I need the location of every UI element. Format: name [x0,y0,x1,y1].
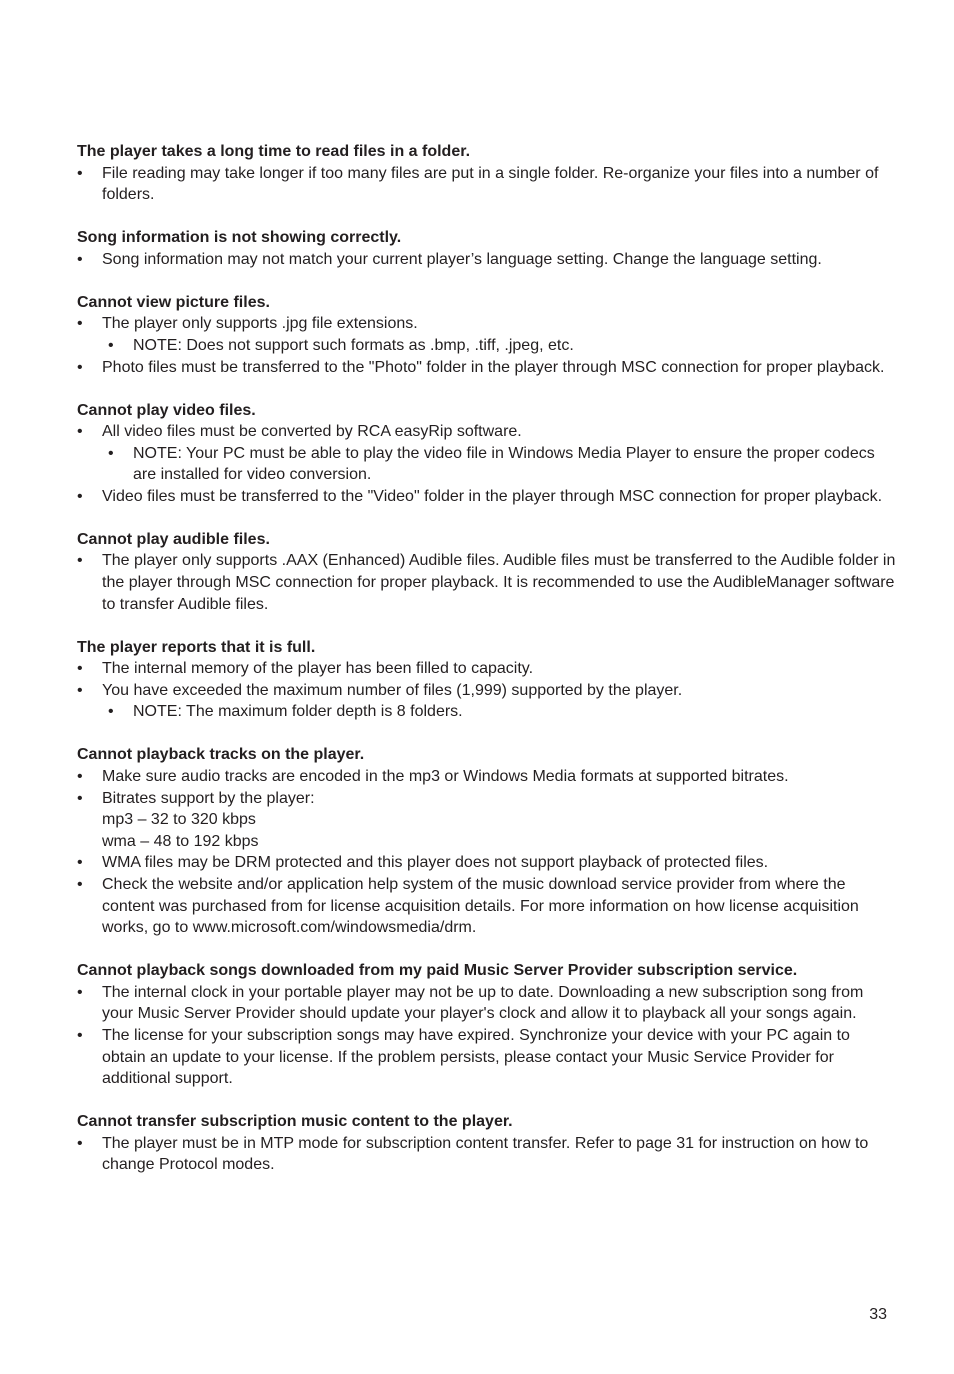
item-text: The internal memory of the player has been filled to capacity. [102,660,534,678]
bullet-icon: • [77,423,83,441]
item-text: Check the website and/or application help system of the music download service provider from where the content was purchased from for license acquisition details. For more information on how license acquisition works, go to www.microsoft.com/windowsmedia/drm. [102,875,859,937]
list-item [77,249,897,271]
bullet-icon: • [77,358,83,376]
bitrate-line: wma – 48 to 192 kbps [102,832,259,850]
section-heading: The player reports that it is full. [77,638,316,656]
troubleshooting-section [77,637,897,723]
item-text: Make sure audio tracks are encoded in the mp3 or Windows Media formats at supported bitrates. [102,768,789,785]
bullet-icon: • [77,789,83,807]
item-text: Song information may not match your current player’s language setting. Change the language setting. [102,250,822,268]
bullet-icon: • [77,315,83,333]
section-heading: Cannot transfer subscription music content to the player. [77,1113,513,1131]
item-text: The player only supports .AAX (Enhanced) Audible files. Audible files must be transferred to the Audible folder in the player through MSC connection for proper playback. It is recommended to use the AudibleManager software to transfer Audible files. [102,552,896,613]
bullet-icon: • [77,681,83,699]
troubleshooting-section [77,529,897,615]
item-text: Photo files must be transferred to the "Photo" folder in the player through MSC connection for proper playback. [102,358,885,376]
bullet-icon: • [77,854,83,872]
troubleshooting-section [77,292,897,378]
item-text: The internal clock in your portable player may not be up to date. Downloading a new subscription song from your Music Server Provider should update your player's clock and allow it to playback all your songs again. [102,983,864,1023]
list-item [77,1133,897,1176]
note-text: NOTE: Does not support such formats as .bmp, .tiff, .jpeg, etc. [133,336,574,354]
troubleshooting-section [77,400,897,508]
section-heading: Cannot view picture files. [77,293,270,311]
list-item [77,766,897,788]
bullet-list [77,550,897,615]
page-number: 33 [869,1306,887,1323]
sub-note [102,701,897,723]
bullet-list [77,982,897,1090]
bullet-list [77,421,897,507]
bullet-list [77,249,897,271]
bullet-icon: • [77,1026,83,1044]
bitrate-lines [102,809,897,852]
list-item [77,421,897,443]
troubleshooting-section [77,141,897,206]
bullet-list [77,1133,897,1176]
note-text: NOTE: Your PC must be able to play the video file in Windows Media Player to ensure the proper codecs are installed for video conversion. [133,444,875,484]
list-item [77,163,897,206]
list-item [77,313,897,335]
troubleshooting-section [77,960,897,1090]
bitrate-line: mp3 – 32 to 320 kbps [102,811,256,829]
bullet-list [77,766,897,939]
troubleshooting-content [77,141,897,1197]
troubleshooting-section [77,227,897,270]
item-text: The player must be in MTP mode for subscription content transfer. Refer to page 31 for instruction on how to change Protocol modes. [102,1134,869,1174]
bullet-icon: • [77,164,83,182]
bullet-icon: • [108,336,114,354]
list-item [77,788,897,853]
sub-note [102,443,897,486]
list-item [77,874,897,939]
section-heading: Cannot playback tracks on the player. [77,746,365,764]
troubleshooting-section [77,744,897,938]
bullet-icon: • [77,487,83,505]
item-text: Bitrates support by the player: [102,789,315,807]
item-text: You have exceeded the maximum number of files (1,999) supported by the player. [102,681,683,699]
bullet-icon: • [77,660,83,678]
item-text: Video files must be transferred to the "Video" folder in the player through MSC connection for proper playback. [102,487,883,505]
list-item [77,550,897,615]
list-item [77,1025,897,1090]
item-text: The player only supports .jpg file extensions. [102,315,418,333]
bullet-icon: • [77,1134,83,1152]
list-item [77,680,897,702]
list-item [77,982,897,1025]
list-item [77,486,897,508]
troubleshooting-section [77,1111,897,1176]
list-item [77,852,897,874]
bullet-list [77,163,897,206]
sub-note [102,335,897,357]
bullet-icon: • [77,983,83,1001]
bullet-icon: • [108,444,114,462]
section-heading: Song information is not showing correctly. [77,229,402,247]
item-text: File reading may take longer if too many files are put in a single folder. Re-organize your files into a number of folders. [102,164,879,204]
bullet-icon: • [108,703,114,721]
bullet-list [77,658,897,723]
bullet-icon: • [77,768,83,785]
list-item [77,357,897,379]
note-text: NOTE: The maximum folder depth is 8 folders. [133,703,463,721]
item-text: The license for your subscription songs may have expired. Synchronize your device with your PC again to obtain an update to your license. If the problem persists, please contact your Music Service Provider for additional support. [102,1026,850,1088]
bullet-icon: • [77,875,83,893]
bullet-icon: • [77,552,83,570]
section-heading: Cannot playback songs downloaded from my paid Music Server Provider subscription service. [77,962,798,980]
list-item [77,658,897,680]
bullet-list [77,313,897,378]
section-heading: Cannot play video files. [77,401,256,419]
item-text: WMA files may be DRM protected and this player does not support playback of protected files. [102,854,769,872]
section-heading: The player takes a long time to read files in a folder. [77,143,471,160]
section-heading: Cannot play audible files. [77,530,270,548]
item-text: All video files must be converted by RCA easyRip software. [102,423,522,441]
bullet-icon: • [77,250,83,268]
